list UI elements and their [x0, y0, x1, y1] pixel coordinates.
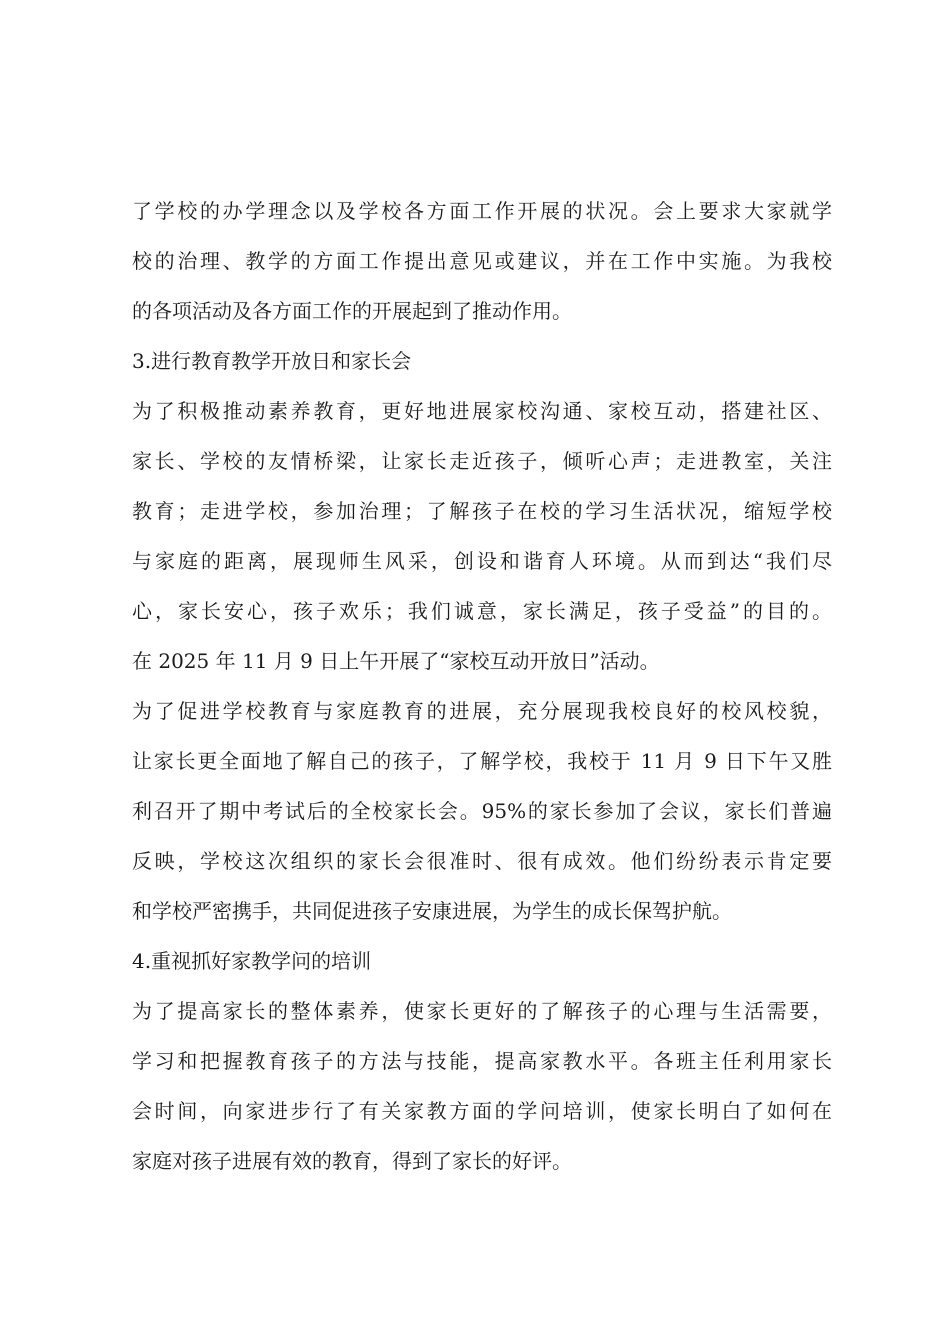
paragraph-line: 让家长更全面地了解自己的孩子，了解学校，我校于 11 月 9 日下午又胜: [132, 749, 832, 773]
paragraph-line: 在 2025 年 11 月 9 日上午开展了“家校互动开放日”活动。: [132, 649, 660, 673]
paragraph-line: 利召开了期中考试后的全校家长会。95%的家长参加了会议，家长们普遍: [132, 799, 832, 823]
paragraph-line: 为了促进学校教育与家庭教育的进展，充分展现我校良好的校风校貌，: [132, 699, 832, 723]
paragraph-line: 心，家长安心，孩子欢乐；我们诚意，家长满足，孩子受益”的目的。: [132, 599, 832, 623]
paragraph-line: 了学校的办学理念以及学校各方面工作开展的状况。会上要求大家就学: [132, 199, 832, 223]
paragraph-line: 校的治理、教学的方面工作提出意见或建议，并在工作中实施。为我校: [132, 249, 832, 273]
paragraph-line: 和学校严密携手，共同促进孩子安康进展，为学生的成长保驾护航。: [132, 899, 732, 923]
paragraph-line: 学习和把握教育孩子的方法与技能，提高家教水平。各班主任利用家长: [132, 1049, 832, 1073]
paragraph-line: 与家庭的距离，展现师生风采，创设和谐育人环境。从而到达“我们尽: [132, 549, 832, 573]
paragraph-line: 教育；走进学校，参加治理；了解孩子在校的学习生活状况，缩短学校: [132, 499, 832, 523]
section-heading: 4.重视抓好家教学问的培训: [132, 949, 372, 973]
paragraph-line: 为了积极推动素养教育，更好地进展家校沟通、家校互动，搭建社区、: [132, 399, 832, 423]
document-body: [132, 186, 832, 1186]
paragraph-line: 的各项活动及各方面工作的开展起到了推动作用。: [132, 299, 572, 323]
paragraph-line: 家庭对孩子进展有效的教育，得到了家长的好评。: [132, 1149, 572, 1173]
paragraph-line: 家长、学校的友情桥梁，让家长走近孩子，倾听心声；走进教室，关注: [132, 449, 832, 473]
paragraph-line: 为了提高家长的整体素养，使家长更好的了解孩子的心理与生活需要，: [132, 999, 832, 1023]
paragraph-line: 会时间，向家进步行了有关家教方面的学问培训，使家长明白了如何在: [132, 1099, 832, 1123]
paragraph-line: 反映，学校这次组织的家长会很准时、很有成效。他们纷纷表示肯定要: [132, 849, 832, 873]
section-heading: 3.进行教育教学开放日和家长会: [132, 349, 412, 373]
